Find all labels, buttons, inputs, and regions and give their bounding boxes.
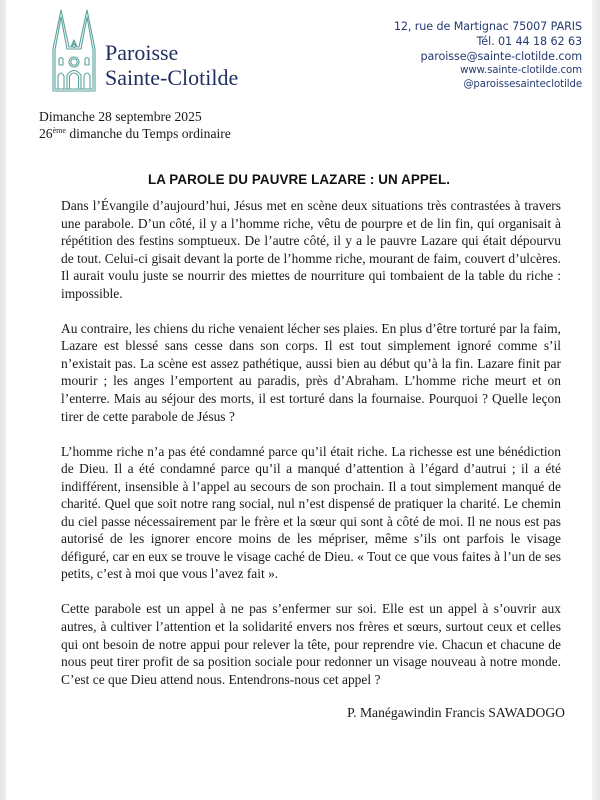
social-handle: @paroissesainteclotilde [463, 78, 582, 90]
paragraph: Dans l’Évangile d’aujourd’hui, Jésus met en scène deux situations très contrastées à travers une parabole. D’un côté, il y a l’homme riche, vêtu de pourpre et de lin fin, qui organisait à répétition des festins somptueux. De l’autre côté, il y a le pauvre Lazare qui était dépourvu de tout. Celui-ci gisait devant la porte de l’homme riche, mourant de faim, couvert d’ulcères. Il aurait voulu juste se nourrir des miettes de nourriture qui tombaient de la table du riche : impossible. [61, 198, 561, 301]
signature: P. Manégawindin Francis SAWADOGO [347, 705, 565, 720]
date-line: Dimanche 28 septembre 2025 [39, 109, 202, 124]
address: 12, rue de Martignac 75007 PARIS [393, 20, 582, 33]
parish-name-line1: Paroisse [105, 40, 179, 65]
contact-block [394, 20, 582, 91]
document-page [6, 0, 592, 800]
homily-body [61, 197, 561, 706]
email: paroisse@sainte-clotilde.com [420, 49, 582, 63]
paragraph: Au contraire, les chiens du riche venaient lécher ses plaies. En plus d’être torturé par la faim, Lazare est blessé sans cesse dans son corps. Il est tout simplement ignoré comme s’il n’existait pas. La scène est assez pathétique, aussi bien au début qu’à la fin. Lazare finit par mourir ; les anges l’emportent au paradis, près d’Abraham. L’homme riche meurt et on l’enterre. Mais au séjour des morts, il est torturé dans la fournaise. Pourquoi ? Quelle leçon tirer de cette parabole de Jésus ? [61, 320, 561, 424]
website: www.sainte-clotilde.com [460, 65, 582, 77]
parish-name-line2: Sainte-Clotilde [105, 65, 239, 90]
ordinal-number: 26 [39, 126, 53, 141]
page-edge-right [592, 0, 600, 800]
homily-title: LA PAROLE DU PAUVRE LAZARE : UN APPEL. [147, 172, 451, 187]
date-block [39, 108, 231, 142]
paragraph: L’homme riche n’a pas été condamné parce qu’il était riche. La richesse est une bénédiction de Dieu. Il a été condamné parce qu’il a manqué d’attention à l’égard d’autrui ; il a été indifférent, insensible à l’appel au secours de son prochain. Il a tout simplement manqué de charité. Quel que soit notre rang social, nul n’est dispensé de pratiquer la charité. Le chemin du ciel passe nécessairement par le frère et la sœur qui sont à côté de moi. Il ne nous est pas autorisé de les ignorer encore moins de les mépriser, même s’ils ont parfois le visage défiguré, car en eux se trouve le visage caché de Dieu. « Tout ce que vous faites à l’un de ses petits, c’est à moi que vous l’avez fait ». [61, 443, 561, 582]
liturgical-day-text: dimanche du Temps ordinaire [65, 126, 231, 141]
parish-name [105, 40, 238, 90]
ordinal-suffix: ème [52, 126, 66, 135]
paragraph: Cette parabole est un appel à ne pas s’enfermer sur soi. Elle est un appel à s’ouvrir aux autres, à cultiver l’attention et la solidarité envers nos frères et sœurs, surtout ceux et celles qui ont besoin de notre appui pour relever la tête, pour reprendre vie. Chacun et chacune de nous peut tirer profit de sa position sociale pour redonner un visage nouveau à notre monde. C’est ce que Dieu attend nous. Entendrons-nous cet appel ? [61, 601, 561, 687]
church-outline-icon [50, 7, 98, 93]
liturgical-day [39, 125, 231, 142]
phone: Tél. 01 44 18 62 63 [476, 34, 582, 48]
